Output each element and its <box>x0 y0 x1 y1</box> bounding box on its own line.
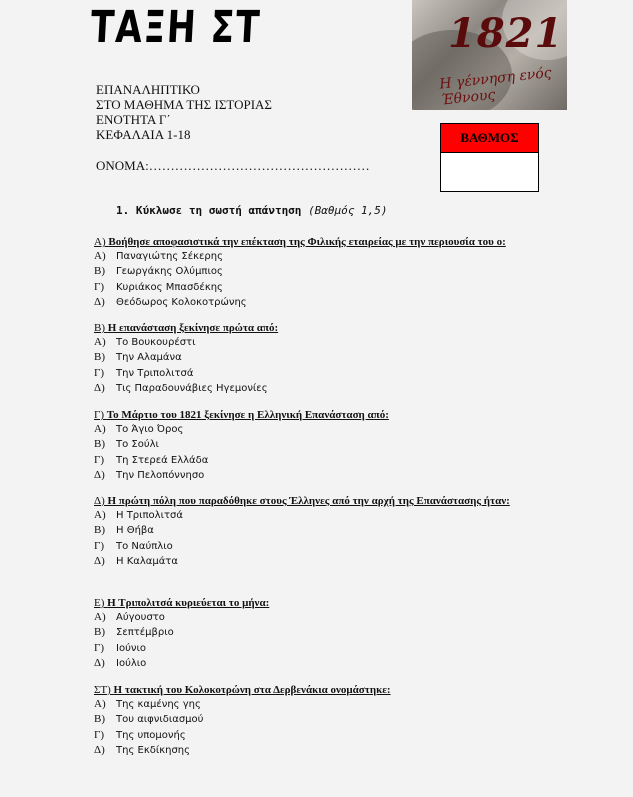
option-letter: Α) <box>94 611 106 623</box>
heading-line: ΚΕΦΑΛΑΙΑ 1-18 <box>96 127 191 142</box>
option-letter: Α) <box>94 423 106 435</box>
option-letter: Α) <box>94 698 106 710</box>
answer-option[interactable] <box>94 508 544 523</box>
answer-option[interactable] <box>94 656 544 671</box>
option-text: Παναγιώτης Σέκερης <box>116 251 223 262</box>
option-text: Το Σούλι <box>116 439 159 451</box>
answer-option[interactable] <box>94 295 544 310</box>
answer-option[interactable] <box>94 743 544 758</box>
option-letter: Δ) <box>94 743 105 756</box>
question-block <box>94 494 544 569</box>
option-text: Αύγουστο <box>116 612 165 623</box>
option-text: Ιούνιο <box>116 642 146 654</box>
option-text: Η Καλαμάτα <box>116 555 178 567</box>
answer-option[interactable] <box>94 539 544 554</box>
option-letter: Γ) <box>94 539 105 552</box>
option-letter: Δ) <box>94 554 105 567</box>
grade-box <box>440 123 539 192</box>
question-text <box>94 235 544 249</box>
option-letter: Β) <box>94 626 105 639</box>
answer-option[interactable] <box>94 453 544 468</box>
question-block <box>94 408 544 483</box>
answer-option[interactable] <box>94 264 544 279</box>
option-letter: Α) <box>94 509 106 521</box>
option-text: Του αιφνιδιασμού <box>116 714 204 726</box>
option-text: Το Βουκουρέστι <box>116 337 196 348</box>
option-letter: Α) <box>94 336 106 348</box>
question-prompt: Η Τριπολιτσά κυριεύεται το μήνα: <box>107 597 270 609</box>
question-text <box>94 321 544 335</box>
option-letter: Δ) <box>94 381 105 394</box>
banner-image-1821 <box>412 0 567 110</box>
option-text: Την Αλαμάνα <box>116 352 182 364</box>
worksheet-heading <box>96 82 272 142</box>
question-prompt: Βοήθησε αποφασιστικά την επέκταση της Φιλικής εταιρείας με την περιουσία του ο: <box>108 236 506 248</box>
answer-option[interactable] <box>94 523 544 538</box>
question-prompt: Το Μάρτιο του 1821 ξεκίνησε η Ελληνική Επανάσταση από: <box>106 409 389 421</box>
answer-option[interactable] <box>94 422 544 437</box>
question-block <box>94 683 544 758</box>
answer-option[interactable] <box>94 366 544 381</box>
answer-option[interactable] <box>94 554 544 569</box>
question-number: Γ) <box>94 409 107 421</box>
answer-option[interactable] <box>94 610 544 625</box>
option-text: Το Άγιο Όρος <box>116 424 184 435</box>
question-number: ΣΤ) <box>94 684 114 696</box>
option-letter: Β) <box>94 524 105 537</box>
question-number: Α) <box>94 236 109 248</box>
option-letter: Β) <box>94 351 105 364</box>
answer-option[interactable] <box>94 437 544 452</box>
option-text: Σεπτέμβριο <box>116 627 174 639</box>
answer-option[interactable] <box>94 712 544 727</box>
heading-line: ΕΠΑΝΑΛΗΠΤΙΚΟ <box>96 82 200 97</box>
question-text <box>94 494 544 508</box>
option-text: Της Εκδίκησης <box>116 744 190 756</box>
option-letter: Α) <box>94 250 106 262</box>
option-text: Η Θήβα <box>116 525 154 537</box>
question-text <box>94 683 544 697</box>
question-text <box>94 596 544 610</box>
question-block <box>94 321 544 396</box>
question-number: Β) <box>94 322 108 334</box>
question-number: Δ) <box>94 495 108 507</box>
option-text: Την Πελοπόννησο <box>116 469 205 481</box>
option-text: Την Τριπολιτσά <box>116 367 194 379</box>
heading-line: ΣΤΟ ΜΑΘΗΜΑ ΤΗΣ ΙΣΤΟΡΙΑΣ <box>96 97 272 112</box>
option-text: Τη Στερεά Ελλάδα <box>116 454 209 466</box>
class-title: ΤΑΞΗ ΣΤ <box>89 2 263 53</box>
answer-option[interactable] <box>94 350 544 365</box>
option-letter: Γ) <box>94 641 105 654</box>
option-letter: Γ) <box>94 728 105 741</box>
grade-label: ΒΑΘΜΟΣ <box>441 124 538 153</box>
option-letter: Β) <box>94 265 105 278</box>
option-letter: Γ) <box>94 366 105 379</box>
answer-option[interactable] <box>94 280 544 295</box>
option-text: Κυριάκος Μπασδέκης <box>116 281 223 293</box>
question-block <box>94 235 544 310</box>
section-title <box>116 204 388 217</box>
question-prompt: Η τακτική του Κολοκοτρώνη στα Δερβενάκια ονομάστηκε: <box>113 684 391 696</box>
question-text <box>94 408 544 422</box>
question-prompt: Η επανάσταση ξεκίνησε πρώτα από: <box>107 322 279 334</box>
answer-option[interactable] <box>94 249 544 264</box>
option-text: Τις Παραδουνάβιες Ηγεμονίες <box>116 382 268 394</box>
section-grade: (Βαθμός 1,5) <box>308 204 388 217</box>
option-text: Θεόδωρος Κολοκοτρώνης <box>116 296 247 308</box>
answer-option[interactable] <box>94 468 544 483</box>
option-text: Γεωργάκης Ολύμπιος <box>116 266 223 278</box>
answer-option[interactable] <box>94 381 544 396</box>
answer-option[interactable] <box>94 697 544 712</box>
option-text: Της καμένης γης <box>116 699 201 710</box>
option-text: Η Τριπολιτσά <box>116 510 183 521</box>
option-letter: Γ) <box>94 280 105 293</box>
banner-motto: Η γέννηση ενός Έθνους <box>438 64 553 109</box>
heading-line: ΕΝΟΤΗΤΑ Γ΄ <box>96 112 171 127</box>
answer-option[interactable] <box>94 335 544 350</box>
banner-year: 1821 <box>448 10 564 57</box>
option-text: Ιούλιο <box>116 657 147 669</box>
question-number: Ε) <box>94 597 108 609</box>
option-letter: Β) <box>94 438 105 451</box>
option-letter: Δ) <box>94 295 105 308</box>
answer-option[interactable] <box>94 625 544 640</box>
answer-option[interactable] <box>94 728 544 743</box>
section-title-text: 1. Κύκλωσε τη σωστή απάντηση <box>116 204 302 217</box>
answer-option[interactable] <box>94 641 544 656</box>
name-field: ΟΝΟΜΑ:…………………………………………… <box>96 158 370 173</box>
option-letter: Β) <box>94 713 105 726</box>
question-prompt: Η πρώτη πόλη που παραδόθηκε στους Έλληνες από την αρχή της Επανάστασης ήταν: <box>107 495 510 507</box>
option-letter: Δ) <box>94 656 105 669</box>
question-block <box>94 596 544 671</box>
option-letter: Γ) <box>94 453 105 466</box>
option-letter: Δ) <box>94 468 105 481</box>
option-text: Της υπομονής <box>116 729 186 741</box>
option-text: Το Ναύπλιο <box>116 540 173 552</box>
